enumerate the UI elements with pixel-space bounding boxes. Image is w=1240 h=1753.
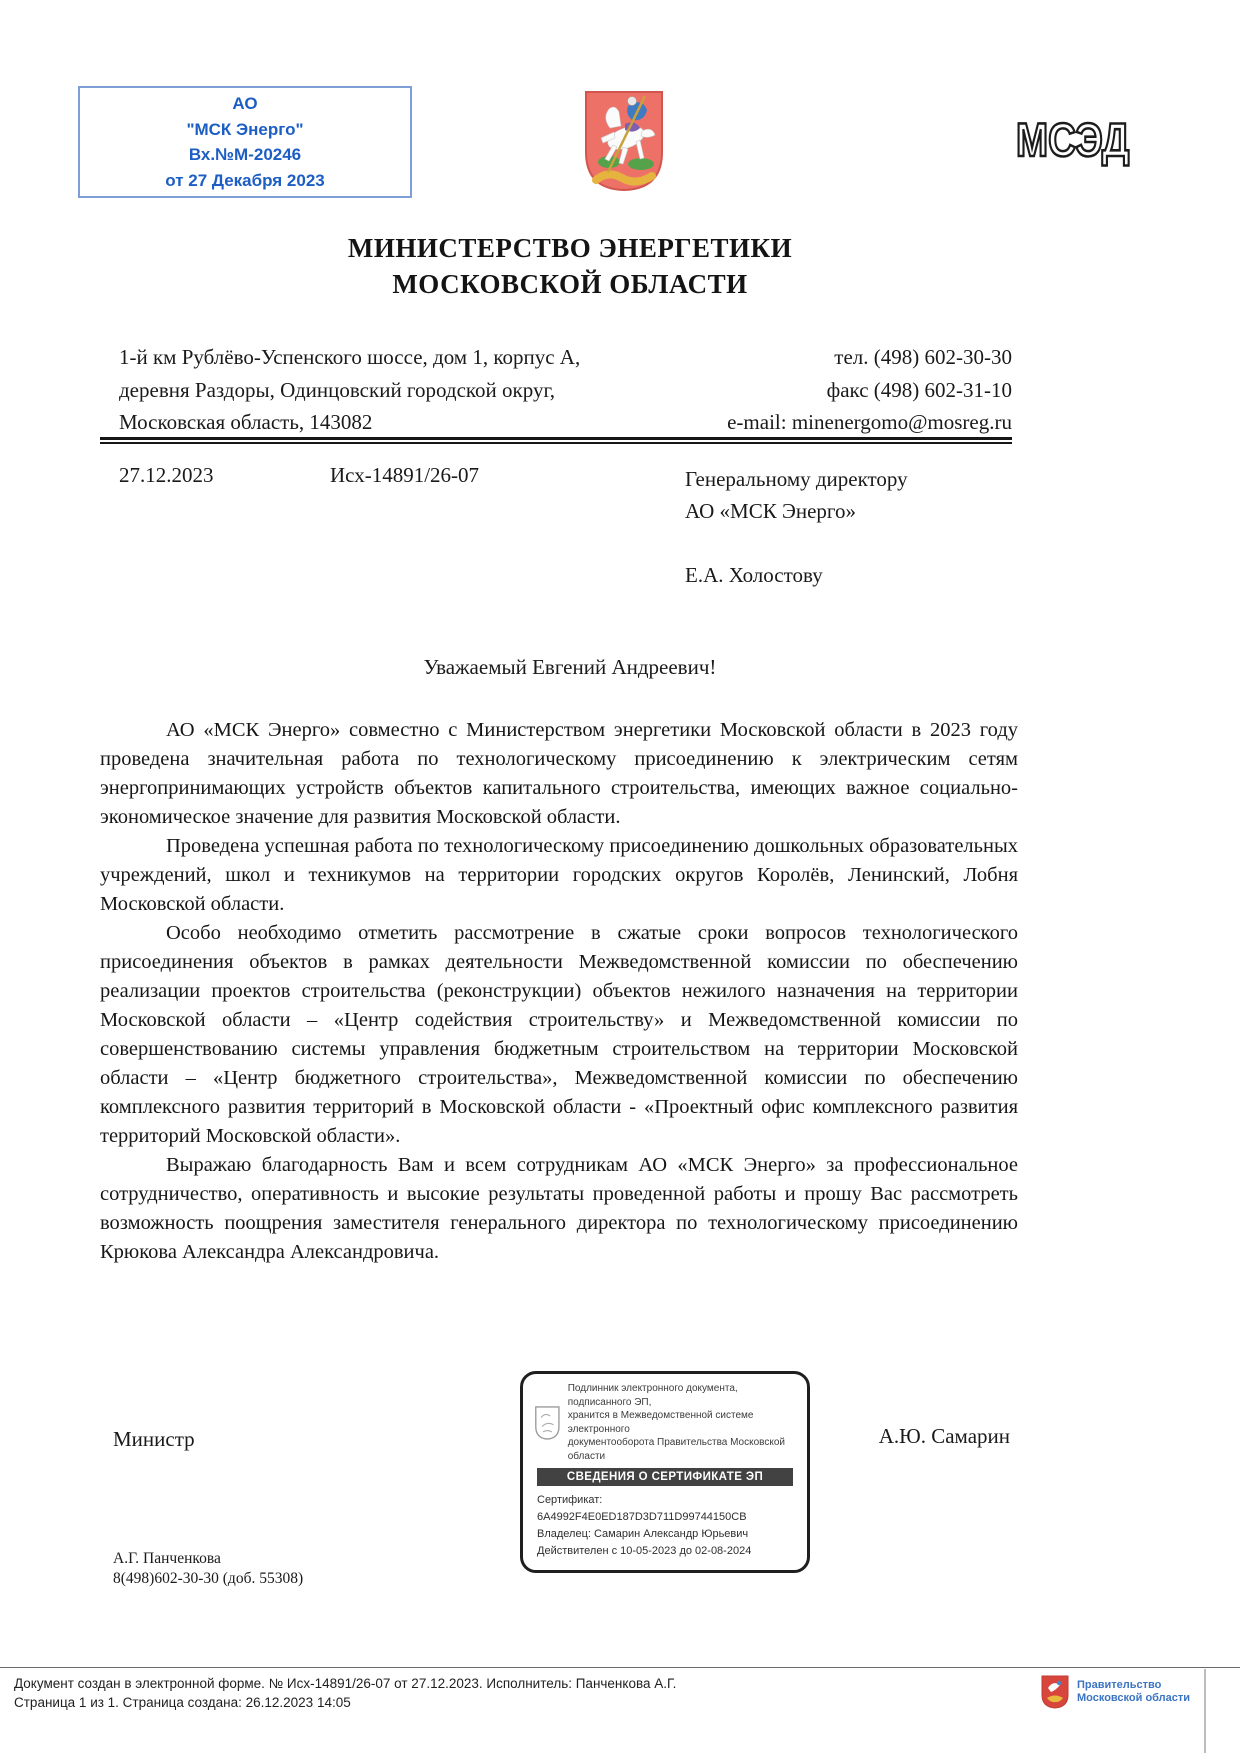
footer-line-1: Документ создан в электронной форме. № Исх-14891/26-07 от 27.12.2023. Исполнитель: Панченкова А.Г.: [14, 1676, 677, 1691]
ministry-title-line2: МОСКОВСКОЙ ОБЛАСТИ: [392, 269, 748, 299]
esign-header-text: [568, 1382, 797, 1463]
stamp-org-name: "МСК Энерго": [186, 119, 304, 139]
signer-position: Министр: [113, 1427, 195, 1451]
esign-header-line: Подлинник электронного документа, подписанного ЭП,: [567, 1383, 738, 1408]
esign-owner: Владелец: Самарин Александр Юрьевич: [537, 1528, 749, 1540]
executor-block: [113, 1549, 303, 1589]
stamp-reg-number: Вх.№М-20246: [188, 145, 302, 164]
esign-header: [523, 1382, 807, 1463]
body-paragraph-3: Особо необходимо отметить рассмотрение в сжатые сроки вопросов технологического присоединения объектов в рамках деятельности Межведомственной комиссии по обеспечению реализации проектов строительства (реконструкции) объектов нежилого назначения на территории Московской области – «Центр содействия строительству» и Межведомственной комиссии по совершенствованию системы управления бюджетным строительством на территории Московской области – «Центр бюджетного строительства», Межведомственной комиссии по обеспечению комплексного развития территорий в Московской области - «Проектный офис комплексного развития территорий Московской области».: [100, 922, 1018, 1147]
footer-divider: [0, 1667, 1240, 1668]
footer-vertical-line: [1204, 1669, 1206, 1753]
footer-system-note: [14, 1675, 676, 1712]
spacer: [685, 527, 908, 559]
government-logo-line1: Правительство: [1077, 1679, 1162, 1691]
salutation: Уважаемый Евгений Андреевич!: [423, 655, 717, 679]
address-line: Московская область, 143082: [119, 410, 373, 434]
esign-validity: Действителен с 10-05-2023 до 02-08-2024: [537, 1545, 752, 1557]
address-line: деревня Раздоры, Одинцовский городской округ,: [119, 377, 555, 402]
ministry-title-line1: МИНИСТЕРСТВО ЭНЕРГЕТИКИ: [347, 233, 793, 263]
fax-line: факс (498) 602-31-10: [826, 377, 1012, 402]
moscow-oblast-coat-of-arms-icon: [582, 88, 666, 194]
footer-line-2: Страница 1 из 1. Страница создана: 26.12.2023 14:05: [14, 1694, 351, 1710]
electronic-signature-stamp: [520, 1371, 810, 1573]
addressee-company: АО «МСК Энерго»: [685, 499, 856, 523]
esign-certificate-banner: СВЕДЕНИЯ О СЕРТИФИКАТЕ ЭП: [537, 1468, 793, 1486]
ministry-title: [150, 230, 990, 302]
esign-certificate-details: [537, 1492, 797, 1560]
government-logo: [1040, 1674, 1190, 1710]
email-line: e-mail: minenergomo@mosreg.ru: [727, 410, 1012, 434]
addressee-name: Е.А. Холостову: [685, 563, 823, 587]
body-paragraph-4: Выражаю благодарность Вам и всем сотрудникам АО «МСК Энерго» за профессиональное сотрудничество, оперативность и высокие результаты проведенной работы и прошу Вас рассмотреть возможность поощрения заместителя генерального директора по технологическому присоединению Крюкова Александра Александровича.: [100, 1154, 1018, 1263]
esign-header-line: хранится в Межведомственной системе электронного: [567, 1410, 754, 1435]
letterhead-divider: [100, 437, 1012, 444]
executor-name: А.Г. Панченкова: [113, 1550, 221, 1567]
letter-body: [100, 716, 1018, 1267]
addressee-block: [685, 463, 908, 591]
body-paragraph-1: АО «МСК Энерго» совместно с Министерством энергетики Московской области в 2023 году проведена значительная работа по технологическому присоединению к электрическим сетям энергопринимающих устройств объектов капитального строительства, имеющих важное социально-экономическое значение для развития Московской области.: [100, 719, 1018, 828]
phone-line: тел. (498) 602-30-30: [834, 345, 1012, 369]
ministry-contacts-block: [727, 341, 1012, 439]
signer-name: А.Ю. Самарин: [878, 1424, 1010, 1448]
body-paragraph-2: Проведена успешная работа по технологическому присоединению дошкольных образовательных учреждений, школ и техникумов на территории городских округов Королёв, Ленинский, Лобня Московской области.: [100, 835, 1018, 915]
esign-certificate-number: Сертификат: 6A4992F4E0ED187D3D711D99744150CB: [537, 1494, 747, 1523]
msed-logo: МСЭД: [1016, 113, 1130, 166]
esign-header-line: документооборота Правительства Московской области: [567, 1437, 785, 1462]
government-logo-text: [1077, 1679, 1190, 1705]
letter-date: 27.12.2023: [119, 463, 214, 487]
government-logo-line2: Московской области: [1077, 1692, 1191, 1704]
incoming-registration-stamp: [78, 86, 412, 198]
addressee-position: Генеральному директору: [685, 467, 908, 491]
address-line: 1-й км Рублёво-Успенского шоссе, дом 1, корпус А,: [119, 345, 581, 369]
esign-coat-of-arms-icon: [534, 1403, 561, 1443]
government-emblem-icon: [1040, 1674, 1070, 1710]
stamp-reg-date: от 27 Декабря 2023: [165, 170, 325, 190]
letter-outgoing-number: Исх-14891/26-07: [330, 463, 480, 487]
ministry-address-block: [119, 341, 580, 439]
stamp-org-type: АО: [232, 94, 258, 113]
executor-phone: 8(498)602-30-30 (доб. 55308): [113, 1570, 304, 1587]
